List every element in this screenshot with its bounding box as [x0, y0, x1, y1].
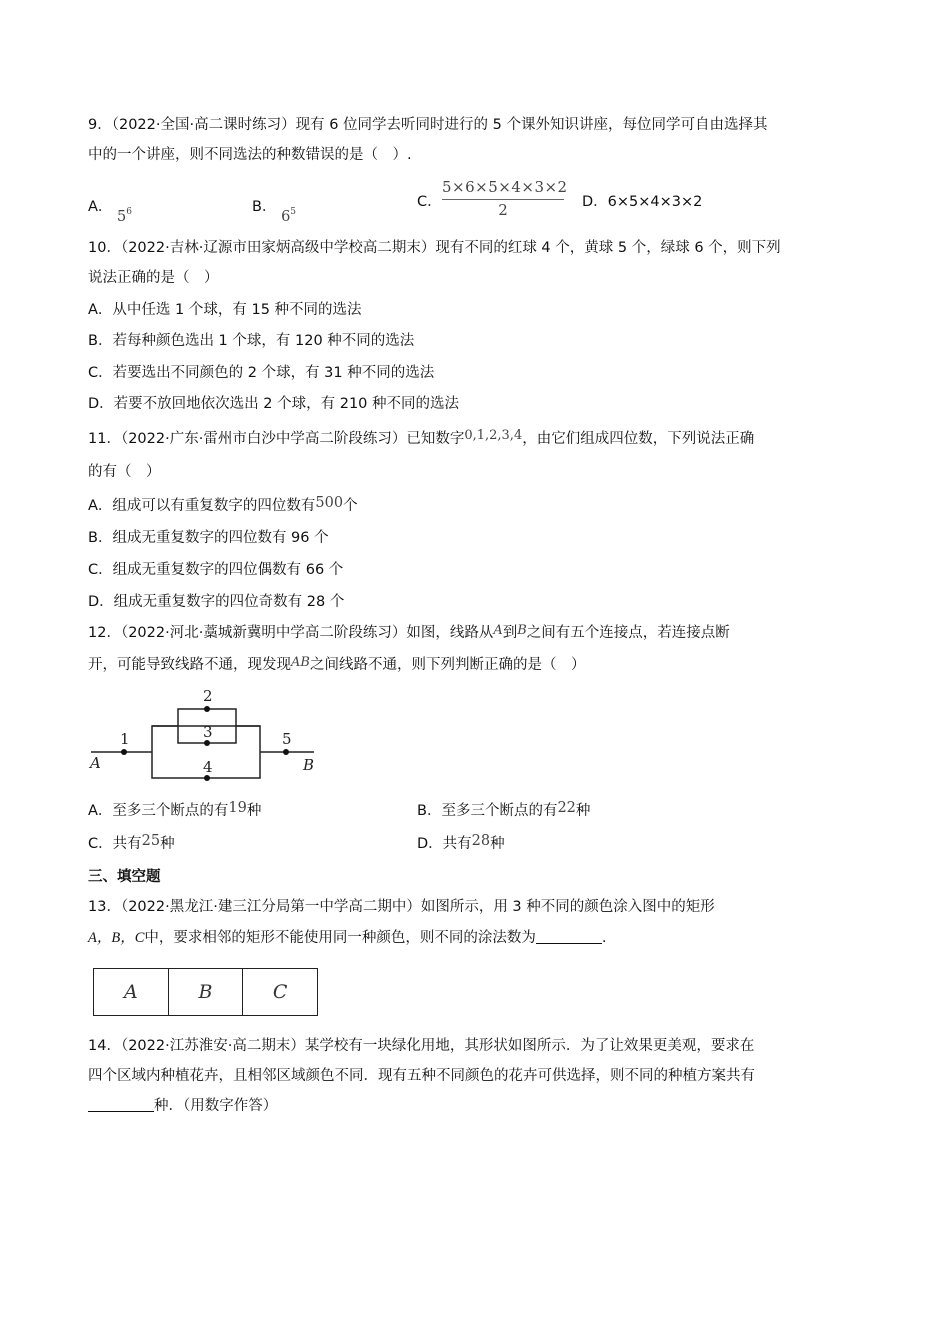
q10-option-c: C．若要选出不同颜色的 2 个球，有 31 种不同的选法 — [88, 365, 435, 381]
q10-stem-line2: 说法正确的是（ ） — [88, 270, 219, 286]
q10-option-d: D．若要不放回地依次选出 2 个球，有 210 种不同的选法 — [88, 396, 460, 412]
q11-option-c: C．组成无重复数字的四位偶数有 66 个 — [88, 562, 344, 578]
q12-option-b: B．至多三个断点的有22种 — [417, 800, 591, 819]
q11-stem-line2: 的有（ ） — [88, 464, 161, 480]
q10-option-b: B．若每种颜色选出 1 个球，有 120 种不同的选法 — [88, 333, 415, 349]
fraction-denominator: 2 — [442, 199, 564, 220]
node-2-label: 2 — [203, 687, 213, 705]
q11-option-a: A．组成可以有重复数字的四位数有500个 — [88, 495, 358, 514]
q14-stem-line1: 14．（2022·江苏淮安·高二期末）某学校有一块绿化用地，其形状如图所示．为了让效果更美观，要求在 — [88, 1038, 755, 1054]
q10-option-a: A．从中任选 1 个球，有 15 种不同的选法 — [88, 302, 362, 318]
node-5-label: 5 — [282, 730, 292, 748]
fraction-numerator: 5×6×5×4×3×2 — [442, 178, 568, 196]
q12-stem-line2: 开，可能导致线路不通，现发现AB之间线路不通，则下列判断正确的是（ ） — [88, 655, 586, 673]
q9-option-a-math: $5^6$ — [117, 207, 132, 225]
q11-digits: 0,1,2,3,4 — [464, 428, 523, 443]
q14-answer-blank[interactable] — [88, 1097, 154, 1112]
q12-stem-line1: 12．（2022·河北·藁城新冀明中学高二阶段练习）如图，线路从A到B之间有五个连接点，若连接点断 — [88, 623, 730, 641]
q11-stem-line1: 11．（2022·广东·雷州市白沙中学高二阶段练习）已知数字0,1,2,3,4，由它们组成四位数，下列说法正确 — [88, 428, 755, 447]
rectangle-strip — [93, 968, 318, 1016]
q12-option-c: C．共有25种 — [88, 833, 175, 852]
rectangle-b: B — [169, 969, 244, 1015]
q9-option-c-fraction — [442, 178, 568, 220]
node-3-label: 3 — [203, 723, 213, 741]
q13-stem-line1: 13．（2022·黑龙江·建三江分局第一中学高二期中）如图所示，用 3 种不同的颜色涂入图中的矩形 — [88, 899, 715, 915]
q12-option-a: A．至多三个断点的有19种 — [88, 800, 262, 819]
q9-option-d: D．6×5×4×3×2 — [582, 194, 703, 210]
q9-option-b-label: B． — [252, 199, 277, 215]
q9-stem-line1: 9．（2022·全国·高二课时练习）现有 6 位同学去听同时进行的 5 个课外知识讲座，每位同学可自由选择其 — [88, 117, 768, 133]
section-heading-fill-in: 三、填空题 — [88, 869, 161, 885]
q11-option-b: B．组成无重复数字的四位数有 96 个 — [88, 530, 329, 546]
node-1-dot — [121, 749, 127, 755]
q12-option-d: D．共有28种 — [417, 833, 505, 852]
q13-stem-line2: A，B，C中，要求相邻的矩形不能使用同一种颜色，则不同的涂法数为 . — [88, 930, 607, 946]
node-2-dot — [204, 706, 210, 712]
rectangle-a: A — [94, 969, 169, 1015]
node-1-label: 1 — [120, 730, 130, 748]
q9-stem-line2: 中的一个讲座，则不同选法的种数错误的是（ ）. — [88, 147, 412, 163]
node-5-dot — [283, 749, 289, 755]
endpoint-a-label: A — [90, 754, 101, 772]
q13-answer-blank[interactable] — [536, 929, 602, 944]
q9-option-c-label: C． — [417, 194, 442, 210]
q9-option-b — [252, 192, 297, 225]
rectangle-c: C — [272, 981, 288, 1003]
q10-stem-line1: 10．（2022·吉林·辽源市田家炳高级中学校高二期末）现有不同的红球 4 个，黄球 5 个，绿球 6 个，则下列 — [88, 240, 781, 256]
q14-stem-line3: 种．（用数字作答） — [88, 1096, 277, 1116]
q14-stem-line2: 四个区域内种植花卉，且相邻区域颜色不同．现有五种不同颜色的花卉可供选择，则不同的种植方案共有 — [88, 1068, 755, 1084]
node-4-label: 4 — [203, 758, 213, 776]
circuit-diagram — [86, 684, 326, 784]
endpoint-b-label: B — [303, 756, 315, 774]
q11-option-a-number: 500 — [315, 495, 344, 511]
q11-option-d: D．组成无重复数字的四位奇数有 28 个 — [88, 594, 345, 610]
q9-option-a — [88, 192, 132, 225]
q9-option-a-label: A． — [88, 199, 113, 215]
q9-option-b-math: $6^5$ — [281, 207, 297, 225]
